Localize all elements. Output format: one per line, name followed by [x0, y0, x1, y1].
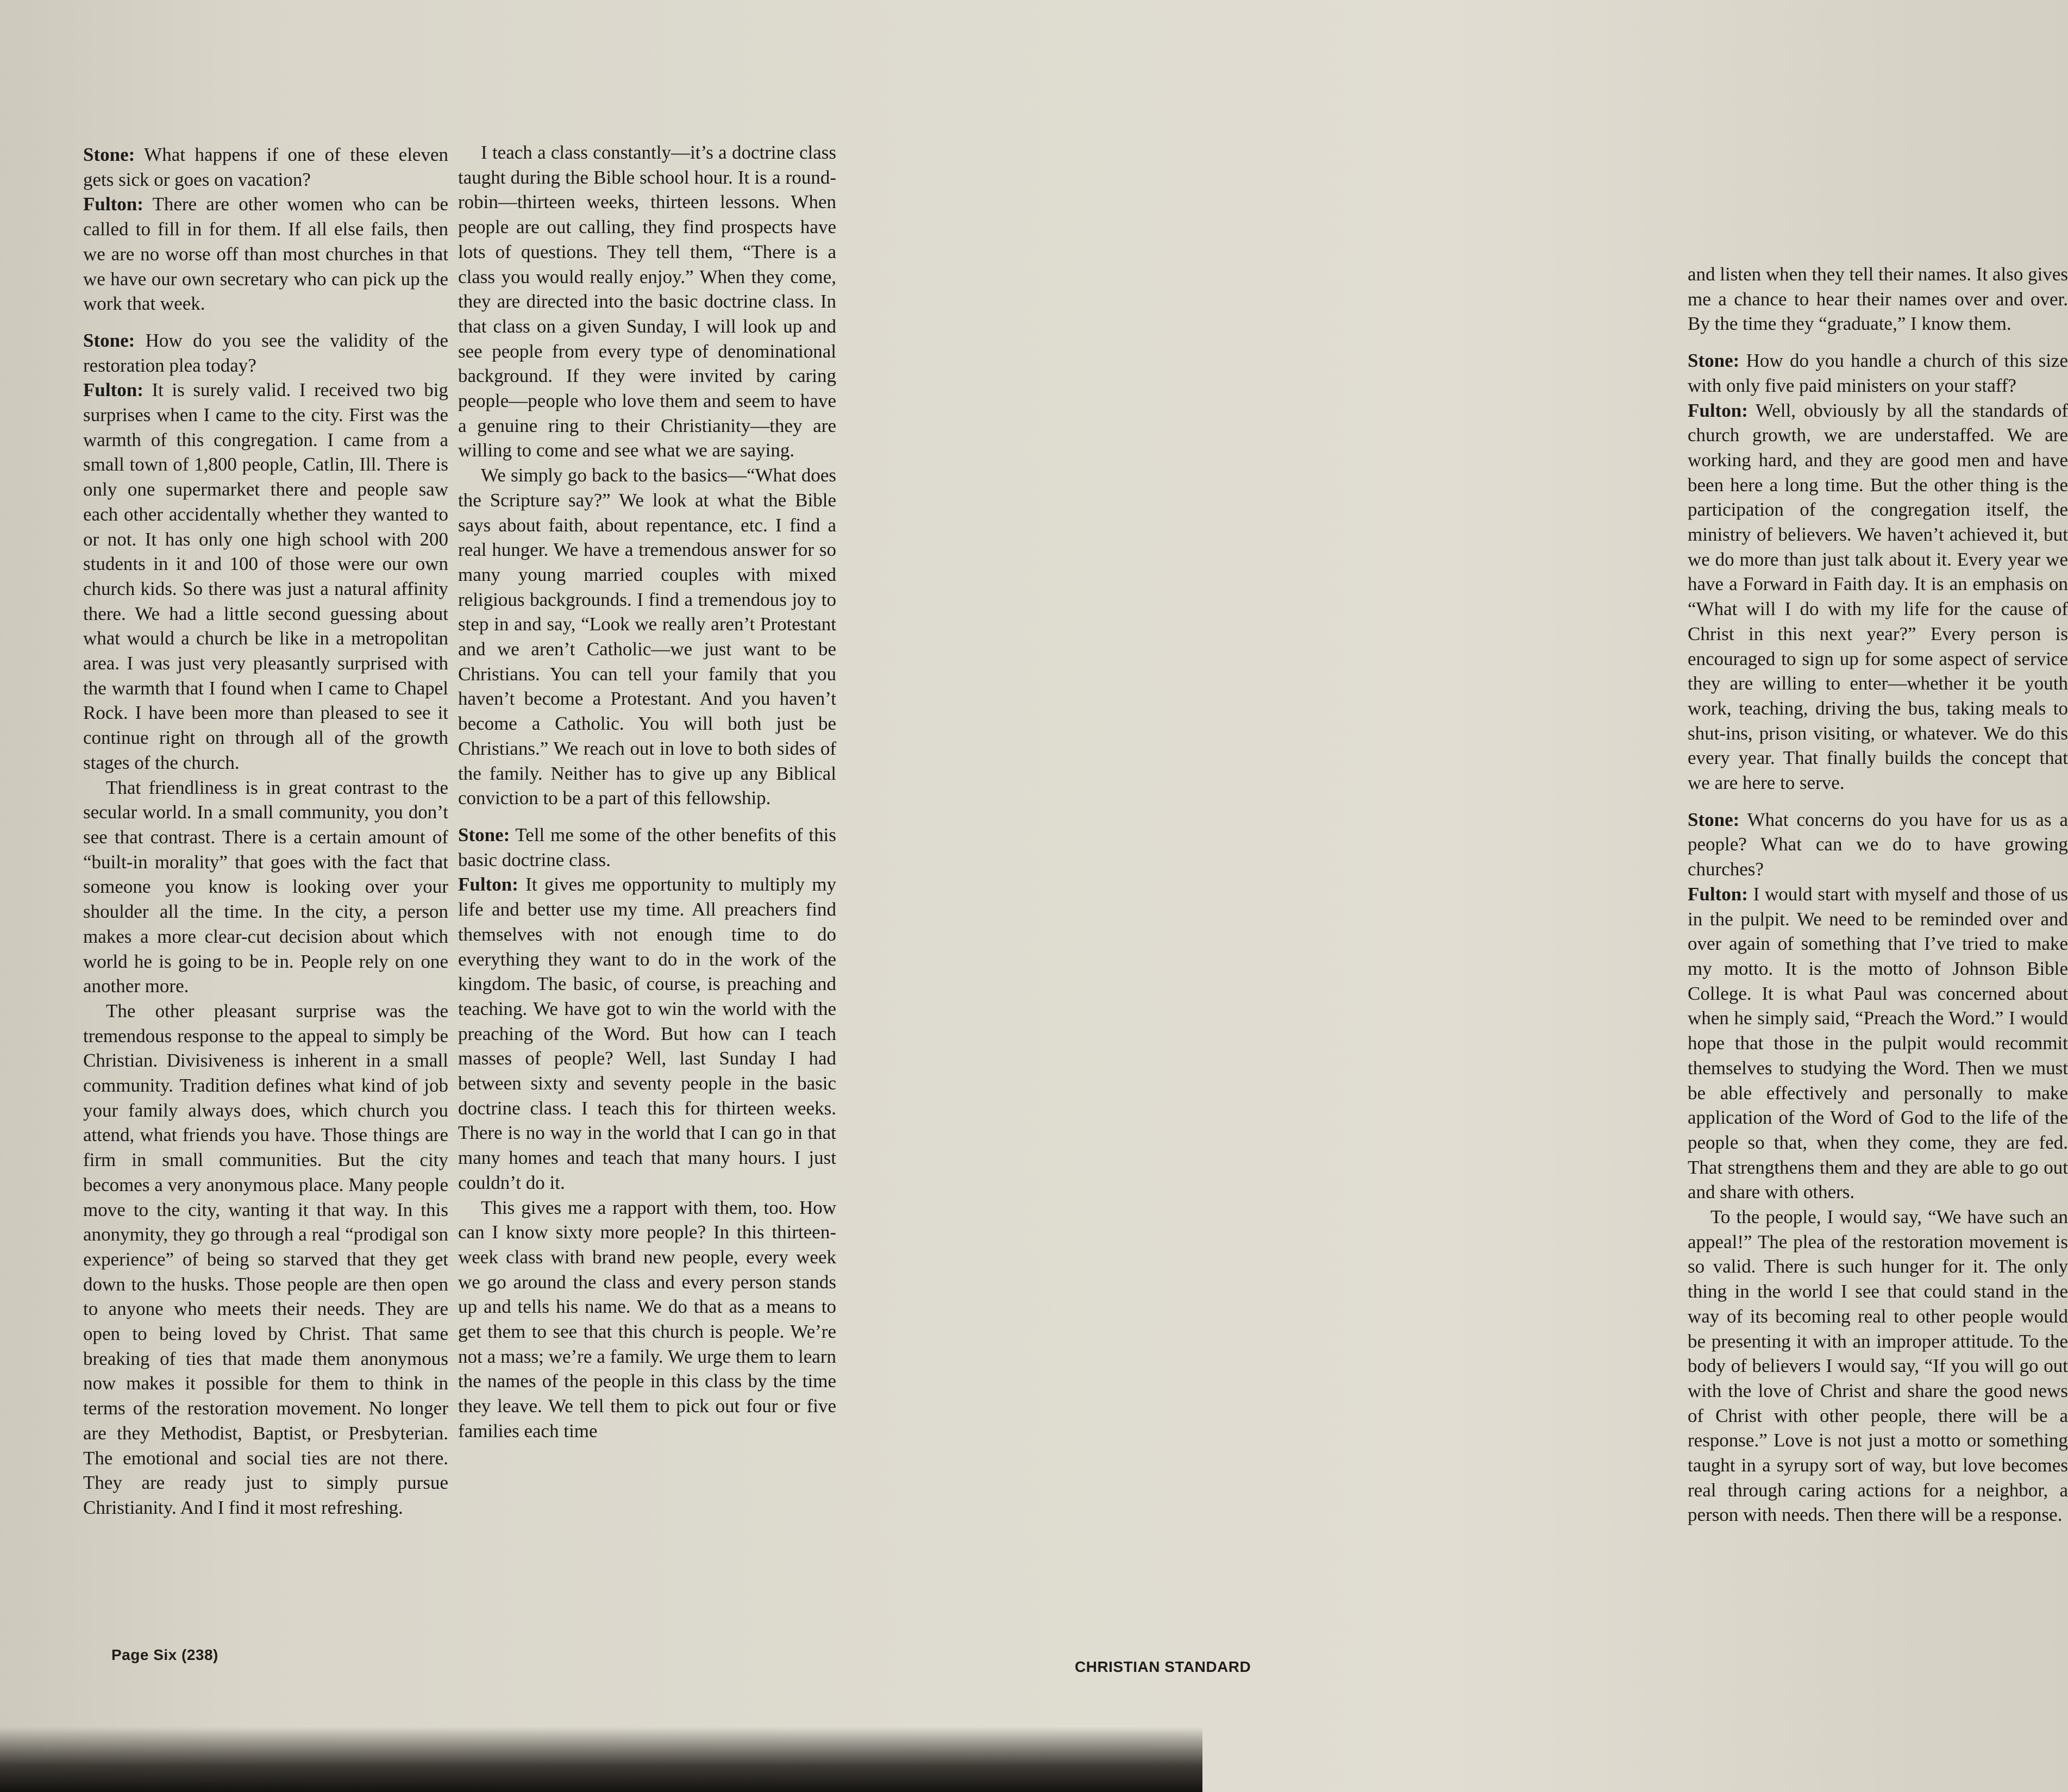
speaker-label: Stone:: [83, 329, 135, 351]
running-footer-title: CHRISTIAN STANDARD: [1075, 1658, 1251, 1675]
paragraph: [1688, 262, 2068, 336]
speaker-label: Fulton:: [83, 379, 143, 401]
speaker-label: Stone:: [1688, 350, 1740, 372]
speaker-label: Stone:: [83, 144, 135, 165]
paragraph: [83, 192, 448, 316]
paragraph-text: That friendliness is in great contrast to the secular world. In a small community, you don’t see that contrast. There is a certain amount of “built-in morality” that goes with the fact that someone you know is looking over your shoulder all the time. In the city, a person makes a more clear-cut decision about which world he is going to be in. People rely on one another more.: [83, 776, 448, 997]
paragraph-text: It gives me opportunity to multiply my life and better use my time. All preachers find themselves with not enough time to do everything they want to do in the work of the kingdom. The basic, of course, is preaching and teaching. We have got to win the world with the preaching of the Word. But how can I teach masses of people? Well, last Sunday I had between sixty and seventy people in the basic doctrine class. I teach this for thirteen weeks. There is no way in the world that I can go in that many homes and teach that many hours. I just couldn’t do it.: [458, 874, 836, 1193]
speaker-label: Fulton:: [1688, 399, 1748, 421]
page-folio: Page Six (238): [111, 1646, 218, 1663]
paragraph-text: I teach a class constantly—it’s a doctrine class taught during the Bible school hour. It is a round-robin—thirteen weeks, thirteen lessons. When people are out calling, they find prospects have lots of questions. They tell them, “There is a class you would really enjoy.” When they come, they are directed into the basic doctrine class. In that class on a given Sunday, I will look up and see people from every type of denominational background. If they were invited by caring people—people who love them and seem to have a genuine ring to their Christianity—they are willing to come and see what we are saying.: [458, 142, 836, 461]
paragraph: [1688, 398, 2068, 795]
paragraph-text: How do you handle a church of this size with only five paid ministers on your staff?: [1688, 350, 2068, 396]
paragraph-text: The other pleasant surprise was the tremendous response to the appeal to simply be Christian. Divisiveness is inherent in a small community. Tradition defines what kind of job your family always does, which church you attend, what friends you have. Those things are firm in small communities. But the city becomes a very anonymous place. Many people move to the city, wanting it that way. In this anonymity, they go through a real “prodigal son experience” of being so starved that they get down to the husks. Those people are then open to anyone who meets their needs. They are open to being loved by Christ. That same breaking of ties that made them anonymous now makes it possible for them to think in terms of the restoration movement. No longer are they Methodist, Baptist, or Presbyterian. The emotional and social ties are not there. They are ready just to simply pursue Christianity. And I find it most refreshing.: [83, 1000, 448, 1518]
article-column-2: [458, 140, 836, 1444]
paragraph: [1688, 807, 2068, 882]
paragraph: [458, 872, 836, 1195]
paragraph: [83, 378, 448, 775]
paragraph: [458, 140, 836, 463]
speaker-label: Fulton:: [83, 193, 143, 215]
paragraph-text: There are other women who can be called to fill in for them. If all else fails, then we are no worse off than most churches in that we have our own secretary who can pick up the work that week.: [83, 193, 448, 315]
paragraph-text: How do you see the validity of the restoration plea today?: [83, 329, 448, 376]
paragraph: [458, 1195, 836, 1444]
speaker-label: Fulton:: [458, 874, 518, 895]
paragraph-text: and listen when they tell their names. It also gives me a chance to hear their names over and over. By the time they “graduate,” I know them.: [1688, 264, 2068, 335]
paragraph: [458, 463, 836, 811]
speaker-label: Stone:: [1688, 809, 1740, 830]
paragraph-text: What concerns do you have for us as a people? What can we do to have growing churches?: [1688, 809, 2068, 880]
page-edge-shadow: [0, 1727, 1202, 1792]
paragraph: [83, 328, 448, 378]
paragraph: [1688, 348, 2068, 398]
paragraph-text: It is surely valid. I received two big surprises when I came to the city. First was the warmth of this congregation. I came from a small town of 1,800 people, Catlin, Ill. There is only one supermarket there and people saw each other accidentally whether they wanted to or not. It has only one high school with 200 students in it and 100 of those were our own church kids. So there was just a natural affinity there. We had a little second guessing about what would a church be like in a metropolitan area. I was just very pleasantly surprised with the warmth that I found when I came to Chapel Rock. I have been more than pleased to see it continue right on through all of the growth stages of the church.: [83, 379, 448, 773]
paragraph: [1688, 882, 2068, 1205]
speaker-label: Stone:: [458, 824, 510, 845]
paragraph: [458, 823, 836, 872]
paragraph-text: To the people, I would say, “We have such an appeal!” The plea of the restoration movement is so valid. There is such hunger for it. The only thing in the world I see that could stand in the way of its becoming real to other people would be presenting it with an improper attitude. To the body of believers I would say, “If you will go out with the love of Christ and share the good news of Christ with other people, there will be a response.” Love is not just a motto or something taught in a syrupy sort of way, but love becomes real through caring actions for a neighbor, a person with needs. Then there will be a response.: [1688, 1206, 2068, 1526]
paragraph-text: This gives me a rapport with them, too. How can I know sixty more people? In this thirteen-week class with brand new people, every week we go around the class and every person stands up and tells his name. We do that as a means to get them to see that this church is people. We’re not a mass; we’re a family. We urge them to learn the names of the people in this class by the time they leave. We tell them to pick out four or five families each time: [458, 1196, 836, 1442]
paragraph-text: We simply go back to the basics—“What does the Scripture say?” We look at what the Bible says about faith, about repentance, etc. I find a real hunger. We have a tremendous answer for so many young married couples with mixed religious backgrounds. I find a tremendous joy to step in and say, “Look we really aren’t Protestant and we aren’t Catholic—we just want to be Christians. You can tell your family that you haven’t become a Protestant. And you haven’t become a Catholic. You will both just be Christians.” We reach out in love to both sides of the family. Neither has to give up any Biblical conviction to be a part of this fellowship.: [458, 465, 836, 809]
paragraph-text: Tell me some of the other benefits of this basic doctrine class.: [458, 824, 836, 870]
paragraph: [83, 999, 448, 1520]
speaker-label: Fulton:: [1688, 883, 1748, 905]
article-column-3-clip: [842, 125, 2068, 1701]
paragraph: [83, 142, 448, 192]
article-column-1: [83, 142, 448, 1520]
paragraph: [1688, 1205, 2068, 1527]
article-column-3: [1688, 262, 2068, 1527]
paragraph-text: What happens if one of these eleven gets sick or goes on vacation?: [83, 144, 448, 190]
paragraph-text: Well, obviously by all the standards of church growth, we are understaffed. We are working hard, and they are good men and have been here a long time. But the other thing is the participation of the congregation itself, the ministry of believers. We haven’t achieved it, but we do more than just talk about it. Every year we have a Forward in Faith day. It is an emphasis on “What will I do with my life for the cause of Christ in this next year?” Every person is encouraged to sign up for some aspect of service they are willing to enter—whether it be youth work, teaching, driving the bus, taking meals to shut-ins, prison visiting, or whatever. We do this every year. That finally builds the concept that we are here to serve.: [1688, 399, 2068, 794]
paragraph-text: I would start with myself and those of us in the pulpit. We need to be reminded over and over again of something that I’ve tried to make my motto. It is the motto of Johnson Bible College. It is what Paul was concerned about when he simply said, “Preach the Word.” I would hope that those in the pulpit would recommit themselves to studying the Word. Then we must be able effectively and personally to make application of the Word of God to the life of the people so that, when they come, they are fed. That strengthens them and they are able to go out and share with others.: [1688, 883, 2068, 1203]
paragraph: [83, 775, 448, 999]
